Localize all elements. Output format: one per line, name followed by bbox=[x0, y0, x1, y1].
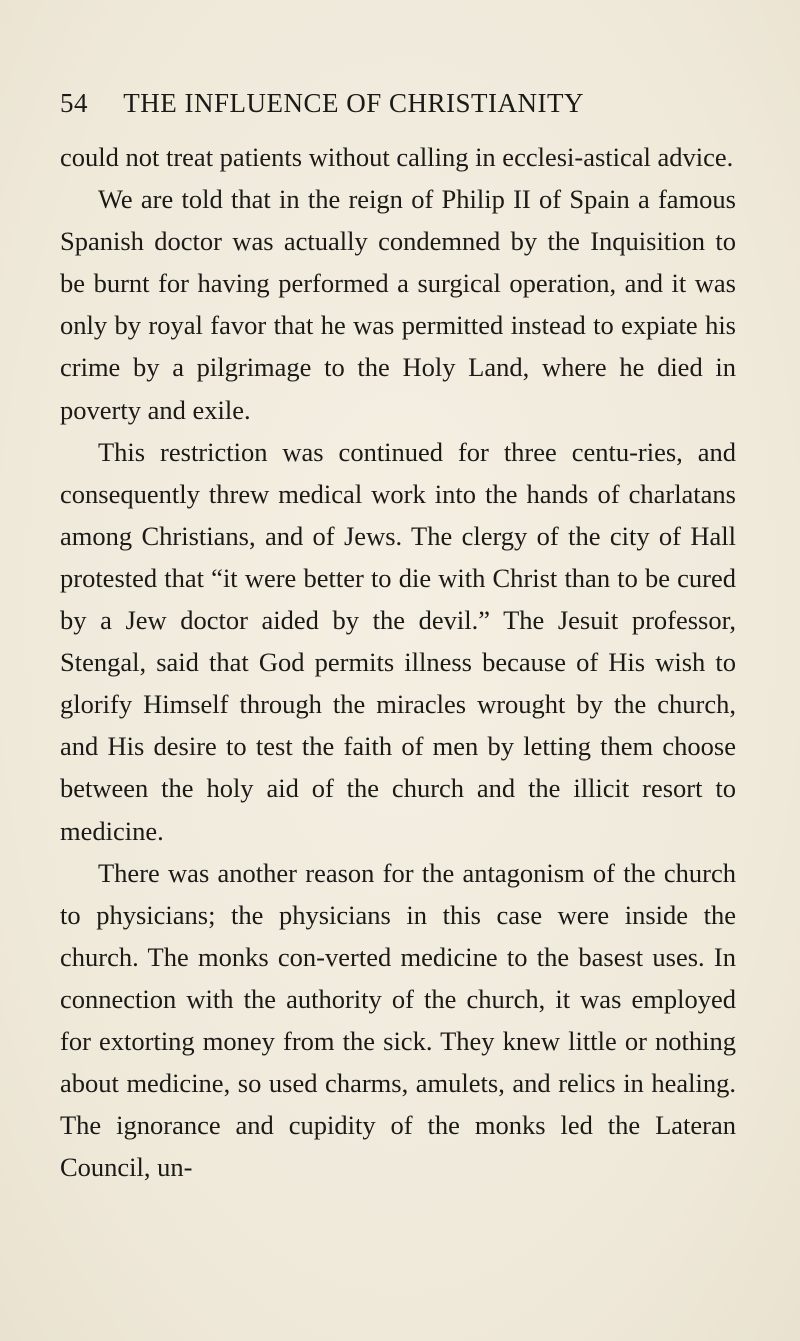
page-header bbox=[60, 86, 660, 120]
paragraph-antagonism: There was another reason for the antagonism of the church to physicians; the physicians in this case were inside the church. The monks con-verted medicine to the basest uses. In connection with the authority of the church, it was employed for extorting money from the sick. They knew little or nothing about medicine, so used charms, amulets, and relics in healing. The ignorance and cupidity of the monks led the Lateran Council, un- bbox=[60, 857, 736, 1183]
body-text bbox=[60, 136, 736, 1188]
paragraph-continuation: could not treat patients without calling in ecclesi-astical advice. bbox=[60, 142, 734, 172]
paragraph-philip-ii: We are told that in the reign of Philip II of Spain a famous Spanish doctor was actually condemned by the Inquisition to be burnt for having performed a surgical operation, and it was only by royal favor that he was permitted instead to expiate his crime by a pilgrimage to the Holy Land, where he died in poverty and exile. bbox=[60, 184, 736, 425]
running-title: THE INFLUENCE OF CHRISTIANITY bbox=[123, 88, 584, 118]
page-number: 54 bbox=[60, 88, 88, 118]
paragraph-restriction: This restriction was continued for three centu-ries, and consequently threw medical work into the hands of charlatans among Christians, and of Jews. The clergy of the city of Hall protested that “it were better to die with Christ than to be cured by a Jew doctor aided by the devil.” The Jesuit professor, Stengal, said that God permits illness because of His wish to glorify Himself through the miracles wrought by the church, and His desire to test the faith of men by letting them choose between the holy aid of the church and the illicit resort to medicine. bbox=[60, 436, 736, 846]
